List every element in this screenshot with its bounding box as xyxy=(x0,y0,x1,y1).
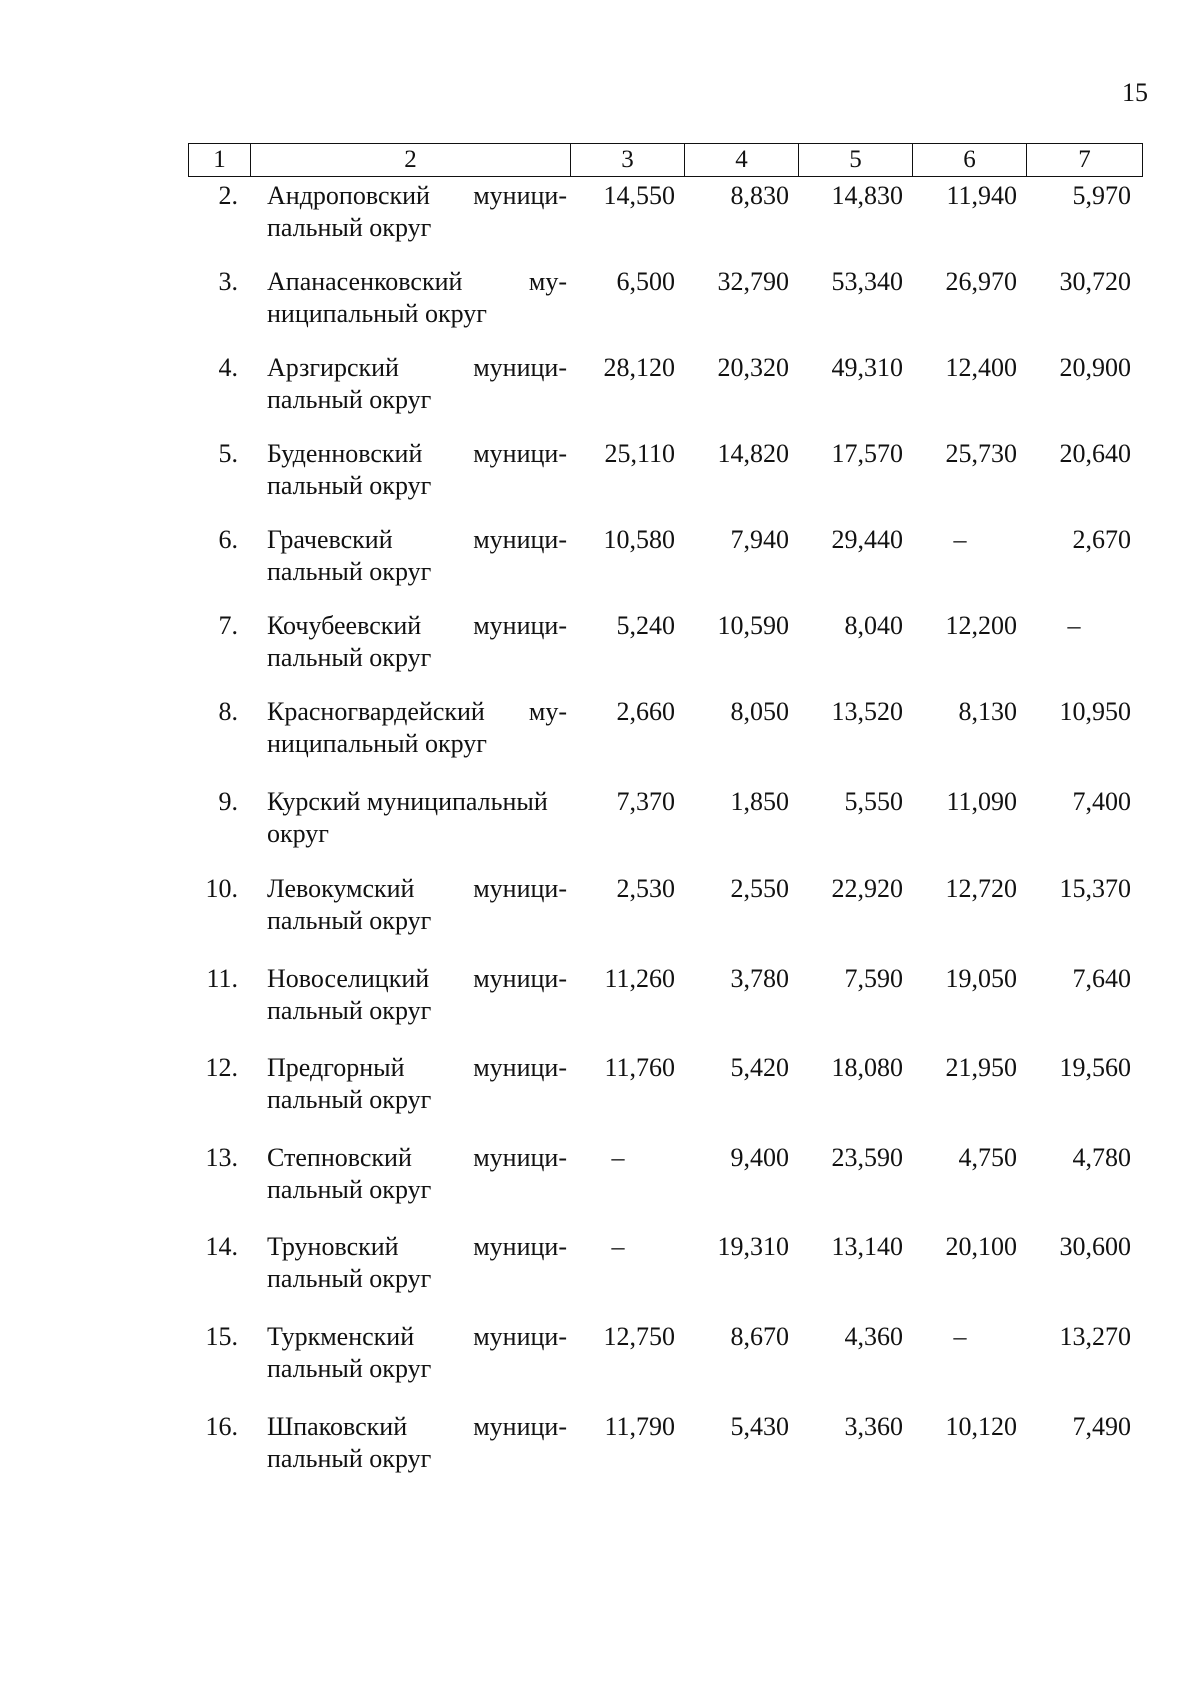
value-cell-col-5: 4,360 xyxy=(844,1322,903,1351)
row-number: 9. xyxy=(218,787,238,816)
table-row xyxy=(188,1052,1142,1122)
value-cell-col-3: – xyxy=(611,1232,625,1261)
district-name xyxy=(267,266,567,330)
row-number: 4. xyxy=(218,353,238,382)
row-number: 11. xyxy=(206,964,238,993)
district-name-hyphen-part: муници- xyxy=(473,964,567,993)
district-name-line-2: пальный округ xyxy=(267,1444,432,1473)
district-name xyxy=(267,786,567,850)
district-name-line-1 xyxy=(267,352,567,384)
row-number: 3. xyxy=(218,267,238,296)
row-number: 5. xyxy=(218,439,238,468)
district-name-hyphen-part: муници- xyxy=(473,525,567,554)
value-cell-col-6: 25,730 xyxy=(945,439,1017,468)
value-cell-col-5: 13,140 xyxy=(831,1232,903,1261)
district-name-line-1 xyxy=(267,438,567,470)
district-name-hyphen-part: муници- xyxy=(473,874,567,903)
value-cell-col-7: 7,400 xyxy=(1072,787,1131,816)
table-row xyxy=(188,696,1142,766)
value-cell-col-5: 7,590 xyxy=(844,964,903,993)
value-cell-col-7: 20,900 xyxy=(1059,353,1131,382)
value-cell-col-4: 5,420 xyxy=(730,1053,789,1082)
value-cell-col-5: 5,550 xyxy=(844,787,903,816)
value-cell-col-4: 14,820 xyxy=(717,439,789,468)
value-cell-col-5: 17,570 xyxy=(831,439,903,468)
value-cell-col-3: 2,530 xyxy=(616,874,675,903)
value-cell-col-5: 13,520 xyxy=(831,697,903,726)
value-cell-col-6: 11,940 xyxy=(946,181,1017,210)
table-row xyxy=(188,786,1142,856)
value-cell-col-4: 3,780 xyxy=(730,964,789,993)
row-number: 16. xyxy=(205,1412,238,1441)
district-name-part: Буденновский xyxy=(267,439,423,468)
district-name-part: Туркменский xyxy=(267,1322,415,1351)
district-name-line-2: округ xyxy=(267,819,329,848)
value-cell-col-4: 8,050 xyxy=(730,697,789,726)
district-name xyxy=(267,180,567,244)
district-name-hyphen-part: муници- xyxy=(473,1053,567,1082)
district-name xyxy=(267,873,567,937)
district-name-line-1 xyxy=(267,1411,567,1443)
table-row xyxy=(188,438,1142,508)
value-cell-col-6: – xyxy=(953,525,967,554)
value-cell-col-5: 53,340 xyxy=(831,267,903,296)
table-row xyxy=(188,352,1142,422)
district-name xyxy=(267,1231,567,1295)
district-name-part: Арзгирский xyxy=(267,353,399,382)
value-cell-col-6: 20,100 xyxy=(945,1232,1017,1261)
value-cell-col-6: 12,200 xyxy=(945,611,1017,640)
value-cell-col-3: 11,760 xyxy=(604,1053,675,1082)
column-number-header xyxy=(188,143,1143,177)
value-cell-col-7: 7,640 xyxy=(1072,964,1131,993)
value-cell-col-5: 29,440 xyxy=(831,525,903,554)
district-name-hyphen-part: муници- xyxy=(473,1322,567,1351)
value-cell-col-7: 10,950 xyxy=(1059,697,1131,726)
row-number: 6. xyxy=(218,525,238,554)
district-name-part: Грачевский xyxy=(267,525,393,554)
row-number: 8. xyxy=(218,697,238,726)
value-cell-col-3: 7,370 xyxy=(616,787,675,816)
value-cell-col-7: 4,780 xyxy=(1072,1143,1131,1172)
district-name xyxy=(267,610,567,674)
table-row xyxy=(188,610,1142,680)
district-name-hyphen-part: муници- xyxy=(473,439,567,468)
value-cell-col-3: 11,260 xyxy=(604,964,675,993)
value-cell-col-7: 19,560 xyxy=(1059,1053,1131,1082)
value-cell-col-6: 4,750 xyxy=(958,1143,1017,1172)
district-name-hyphen-part: муници- xyxy=(473,1412,567,1441)
table-row xyxy=(188,180,1142,250)
value-cell-col-5: 22,920 xyxy=(831,874,903,903)
value-cell-col-4: 20,320 xyxy=(717,353,789,382)
table-row xyxy=(188,266,1142,336)
value-cell-col-7: 7,490 xyxy=(1072,1412,1131,1441)
value-cell-col-3: 6,500 xyxy=(616,267,675,296)
column-number-cell: 1 xyxy=(189,144,251,177)
district-name-line-1 xyxy=(267,610,567,642)
district-name-line-2: пальный округ xyxy=(267,906,432,935)
district-name xyxy=(267,1052,567,1116)
value-cell-col-6: – xyxy=(953,1322,967,1351)
value-cell-col-5: 18,080 xyxy=(831,1053,903,1082)
row-number: 7. xyxy=(218,611,238,640)
value-cell-col-4: 5,430 xyxy=(730,1412,789,1441)
value-cell-col-6: 10,120 xyxy=(945,1412,1017,1441)
district-name-line-2: пальный округ xyxy=(267,643,432,672)
column-number-cell: 2 xyxy=(251,144,571,177)
value-cell-col-6: 26,970 xyxy=(945,267,1017,296)
district-name-line-2: пальный округ xyxy=(267,557,432,586)
value-cell-col-7: 20,640 xyxy=(1059,439,1131,468)
value-cell-col-4: 7,940 xyxy=(730,525,789,554)
district-name xyxy=(267,963,567,1027)
table-row xyxy=(188,1411,1142,1481)
district-name xyxy=(267,352,567,416)
district-name-part: Шпаковский xyxy=(267,1412,408,1441)
header-row xyxy=(189,144,1143,177)
district-name-line-2: пальный округ xyxy=(267,1264,432,1293)
value-cell-col-4: 19,310 xyxy=(717,1232,789,1261)
value-cell-col-5: 49,310 xyxy=(831,353,903,382)
district-name-part: Труновский xyxy=(267,1232,399,1261)
district-name-line-2: пальный округ xyxy=(267,471,432,500)
value-cell-col-3: 11,790 xyxy=(604,1412,675,1441)
value-cell-col-7: 5,970 xyxy=(1072,181,1131,210)
district-name-part: Левокумский xyxy=(267,874,415,903)
value-cell-col-4: 8,670 xyxy=(730,1322,789,1351)
district-name-line-1 xyxy=(267,1142,567,1174)
value-cell-col-7: 30,720 xyxy=(1059,267,1131,296)
district-name-part: Андроповский xyxy=(267,181,430,210)
value-cell-col-3: 10,580 xyxy=(603,525,675,554)
value-cell-col-3: 25,110 xyxy=(604,439,675,468)
value-cell-col-6: 19,050 xyxy=(945,964,1017,993)
district-name-hyphen-part: муници- xyxy=(473,1232,567,1261)
value-cell-col-4: 8,830 xyxy=(730,181,789,210)
district-name-line-1 xyxy=(267,266,567,298)
value-cell-col-6: 12,720 xyxy=(945,874,1017,903)
district-name-line-2: пальный округ xyxy=(267,1354,432,1383)
table-row xyxy=(188,1321,1142,1391)
district-name-hyphen-part: муници- xyxy=(473,353,567,382)
district-name-part: Кочубеевский xyxy=(267,611,422,640)
value-cell-col-4: 10,590 xyxy=(717,611,789,640)
district-name xyxy=(267,1321,567,1385)
value-cell-col-6: 11,090 xyxy=(946,787,1017,816)
district-name-line-1 xyxy=(267,963,567,995)
page-number: 15 xyxy=(1122,78,1148,107)
district-name-hyphen-part: муници- xyxy=(473,181,567,210)
value-cell-col-3: 2,660 xyxy=(616,697,675,726)
value-cell-col-4: 2,550 xyxy=(730,874,789,903)
column-number-cell: 6 xyxy=(913,144,1027,177)
value-cell-col-7: – xyxy=(1067,611,1081,640)
row-number: 10. xyxy=(205,874,238,903)
value-cell-col-3: 14,550 xyxy=(603,181,675,210)
row-number: 14. xyxy=(205,1232,238,1261)
district-name-hyphen-part: му- xyxy=(528,267,567,296)
district-name-line-1 xyxy=(267,1321,567,1353)
value-cell-col-4: 9,400 xyxy=(730,1143,789,1172)
value-cell-col-3: – xyxy=(611,1143,625,1172)
district-name-line-2: ниципальный округ xyxy=(267,299,487,328)
district-name-line-1 xyxy=(267,1231,567,1263)
district-name-line-1 xyxy=(267,786,567,818)
district-name-line-2: пальный округ xyxy=(267,385,432,414)
district-name xyxy=(267,438,567,502)
table-row xyxy=(188,963,1142,1033)
district-name xyxy=(267,1142,567,1206)
column-number-cell: 7 xyxy=(1027,144,1143,177)
district-name-line-2: пальный округ xyxy=(267,213,432,242)
district-name-part: Предгорный xyxy=(267,1053,405,1082)
value-cell-col-6: 8,130 xyxy=(958,697,1017,726)
district-name-line-1 xyxy=(267,696,567,728)
value-cell-col-5: 3,360 xyxy=(844,1412,903,1441)
district-name-line-1 xyxy=(267,1052,567,1084)
table-row xyxy=(188,1231,1142,1301)
value-cell-col-5: 14,830 xyxy=(831,181,903,210)
district-name xyxy=(267,1411,567,1475)
row-number: 2. xyxy=(218,181,238,210)
value-cell-col-3: 5,240 xyxy=(616,611,675,640)
value-cell-col-6: 12,400 xyxy=(945,353,1017,382)
district-name-line-2: пальный округ xyxy=(267,1175,432,1204)
value-cell-col-3: 28,120 xyxy=(603,353,675,382)
value-cell-col-7: 15,370 xyxy=(1059,874,1131,903)
column-number-cell: 3 xyxy=(571,144,685,177)
district-name-hyphen-part: му- xyxy=(528,697,567,726)
value-cell-col-3: 12,750 xyxy=(603,1322,675,1351)
district-name-part: Новоселицкий xyxy=(267,964,430,993)
value-cell-col-5: 8,040 xyxy=(844,611,903,640)
table-row xyxy=(188,873,1142,943)
table-row xyxy=(188,524,1142,594)
column-number-cell: 5 xyxy=(799,144,913,177)
district-name-line-1 xyxy=(267,873,567,905)
row-number: 12. xyxy=(205,1053,238,1082)
district-name-line-2: ниципальный округ xyxy=(267,729,487,758)
district-name-part: Красногвардейский xyxy=(267,697,485,726)
value-cell-col-6: 21,950 xyxy=(945,1053,1017,1082)
value-cell-col-7: 2,670 xyxy=(1072,525,1131,554)
district-name-part: Курский муниципальный xyxy=(267,787,548,816)
district-name-part: Апанасенковский xyxy=(267,267,463,296)
district-name xyxy=(267,524,567,588)
row-number: 13. xyxy=(205,1143,238,1172)
value-cell-col-7: 30,600 xyxy=(1059,1232,1131,1261)
value-cell-col-7: 13,270 xyxy=(1059,1322,1131,1351)
row-number: 15. xyxy=(205,1322,238,1351)
value-cell-col-4: 32,790 xyxy=(717,267,789,296)
district-name xyxy=(267,696,567,760)
district-name-part: Степновский xyxy=(267,1143,412,1172)
column-number-cell: 4 xyxy=(685,144,799,177)
district-name-hyphen-part: муници- xyxy=(473,611,567,640)
district-name-line-2: пальный округ xyxy=(267,1085,432,1114)
value-cell-col-4: 1,850 xyxy=(730,787,789,816)
district-name-hyphen-part: муници- xyxy=(473,1143,567,1172)
table-row xyxy=(188,1142,1142,1212)
district-name-line-2: пальный округ xyxy=(267,996,432,1025)
value-cell-col-5: 23,590 xyxy=(831,1143,903,1172)
district-name-line-1 xyxy=(267,180,567,212)
district-name-line-1 xyxy=(267,524,567,556)
